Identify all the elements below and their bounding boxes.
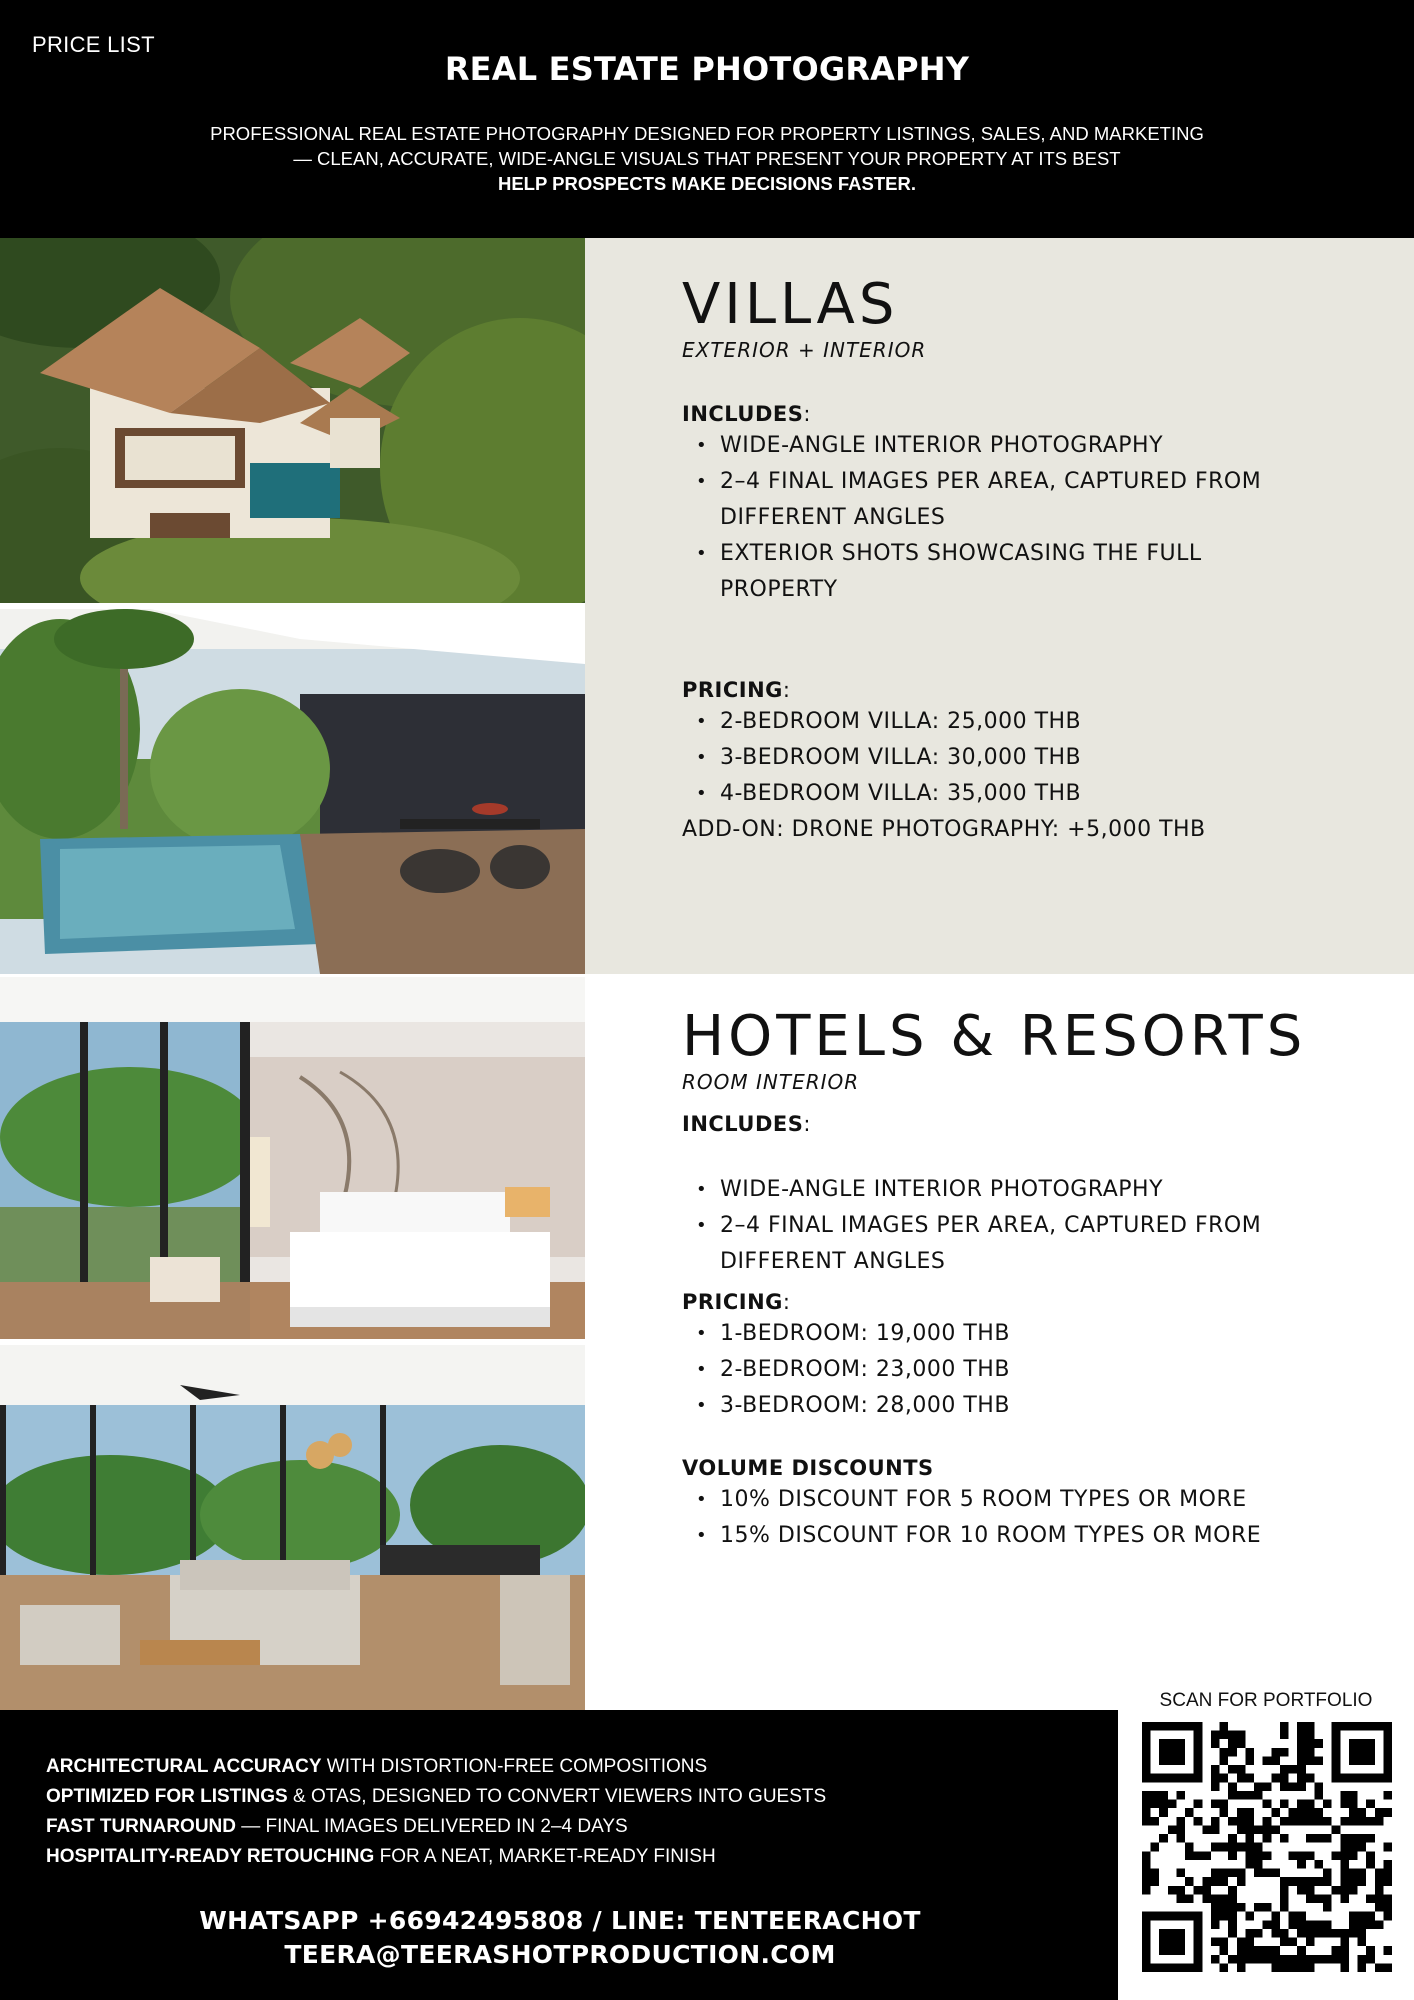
list-item: • 2–4 FINAL IMAGES PER AREA, CAPTURED FROM DIFFERENT ANGLES: [682, 464, 1267, 536]
hotels-panel: [585, 974, 1414, 1710]
list-item: • 15% DISCOUNT FOR 10 ROOM TYPES OR MORE: [682, 1518, 1267, 1554]
hotels-subtitle: ROOM INTERIOR: [682, 1070, 860, 1094]
hotels-includes-label-text: INCLUDES: [682, 1112, 804, 1136]
header-description: [150, 121, 1264, 196]
list-item: • 2-BEDROOM VILLA: 25,000 THB: [682, 704, 1382, 740]
villas-pricing-label: PRICING:: [682, 678, 791, 702]
feature-line: [46, 1782, 826, 1812]
villa-exterior-photo: [0, 238, 585, 603]
villas-panel: [585, 238, 1414, 974]
hotels-content: [682, 1006, 1382, 1554]
feature-highlight: HOSPITALITY-READY RETOUCHING: [46, 1846, 375, 1867]
hotels-title: HOTELS & RESORTS: [682, 1004, 1307, 1069]
villas-pricing-list: [682, 704, 1382, 812]
hotel-living-room-photo: [0, 1345, 585, 1710]
feature-text: WITH DISTORTION-FREE COMPOSITIONS: [321, 1756, 708, 1777]
hotels-pricing-list: [682, 1316, 1382, 1424]
feature-text: & OTAS, DESIGNED TO CONVERT VIEWERS INTO GUESTS: [287, 1786, 827, 1807]
hotel-bedroom-photo: [0, 977, 585, 1339]
list-item: • 10% DISCOUNT FOR 5 ROOM TYPES OR MORE: [682, 1482, 1267, 1518]
villas-includes-list: [682, 428, 1322, 608]
qr-panel: [1118, 1684, 1414, 2000]
villas-pricing-label-text: PRICING: [682, 678, 783, 702]
contact-info: [0, 1904, 1120, 1972]
villas-title: VILLAS: [682, 272, 899, 337]
feature-text: — FINAL IMAGES DELIVERED IN 2–4 DAYS: [236, 1816, 628, 1837]
list-item: • EXTERIOR SHOTS SHOWCASING THE FULL PROPERTY: [682, 536, 1267, 608]
hotels-pricing-label-text: PRICING: [682, 1290, 783, 1314]
list-item: • 2-BEDROOM: 23,000 THB: [682, 1352, 1382, 1388]
feature-line: [46, 1842, 826, 1872]
header-desc-line-1: PROFESSIONAL REAL ESTATE PHOTOGRAPHY DESIGNED FOR PROPERTY LISTINGS, SALES, AND MARKETING: [210, 123, 1204, 144]
page-title: REAL ESTATE PHOTOGRAPHY: [444, 50, 970, 88]
list-item: • 3-BEDROOM VILLA: 30,000 THB: [682, 740, 1382, 776]
volume-discounts-list: [682, 1482, 1382, 1554]
contact-phone-line[interactable]: WHATSAPP +66942495808 / LINE: TENTEERACHOT: [199, 1906, 921, 1935]
qr-label: SCAN FOR PORTFOLIO: [1159, 1690, 1373, 1711]
list-item: • 2–4 FINAL IMAGES PER AREA, CAPTURED FROM DIFFERENT ANGLES: [682, 1208, 1267, 1280]
volume-discounts-label: VOLUME DISCOUNTS: [682, 1456, 934, 1480]
header-banner: [0, 0, 1414, 238]
list-item: • WIDE-ANGLE INTERIOR PHOTOGRAPHY: [682, 1172, 1382, 1208]
villas-content: [682, 274, 1382, 848]
list-item: • 1-BEDROOM: 19,000 THB: [682, 1316, 1382, 1352]
feature-line: [46, 1752, 826, 1782]
hotels-pricing-label: PRICING:: [682, 1290, 791, 1314]
villas-addon: ADD-ON: DRONE PHOTOGRAPHY: +5,000 THB: [682, 817, 1206, 842]
header-desc-line-2: — CLEAN, ACCURATE, WIDE-ANGLE VISUALS THAT PRESENT YOUR PROPERTY AT ITS BEST: [293, 148, 1121, 169]
list-item: • 4-BEDROOM VILLA: 35,000 THB: [682, 776, 1382, 812]
header-desc-line-3: HELP PROSPECTS MAKE DECISIONS FASTER.: [497, 173, 917, 194]
list-item: • 3-BEDROOM: 28,000 THB: [682, 1388, 1382, 1424]
villas-includes-label-text: INCLUDES: [682, 402, 804, 426]
feature-highlight: FAST TURNAROUND: [46, 1816, 236, 1837]
hotels-includes-list: [682, 1172, 1382, 1280]
villa-pool-terrace-photo: [0, 609, 585, 974]
price-list-label: PRICE LIST: [32, 32, 155, 57]
feature-text: FOR A NEAT, MARKET-READY FINISH: [374, 1846, 716, 1867]
villas-subtitle: EXTERIOR + INTERIOR: [682, 338, 927, 362]
feature-highlight: OPTIMIZED FOR LISTINGS: [46, 1786, 288, 1807]
villas-includes-label: INCLUDES:: [682, 402, 811, 426]
feature-line: [46, 1812, 826, 1842]
contact-email[interactable]: TEERA@TEERASHOTPRODUCTION.COM: [284, 1940, 836, 1969]
hotels-includes-label: INCLUDES:: [682, 1112, 811, 1136]
portfolio-qr-code[interactable]: [1142, 1722, 1392, 1972]
feature-list: [46, 1752, 826, 1872]
feature-highlight: ARCHITECTURAL ACCURACY: [46, 1756, 322, 1777]
list-item: • WIDE-ANGLE INTERIOR PHOTOGRAPHY: [682, 428, 1322, 464]
